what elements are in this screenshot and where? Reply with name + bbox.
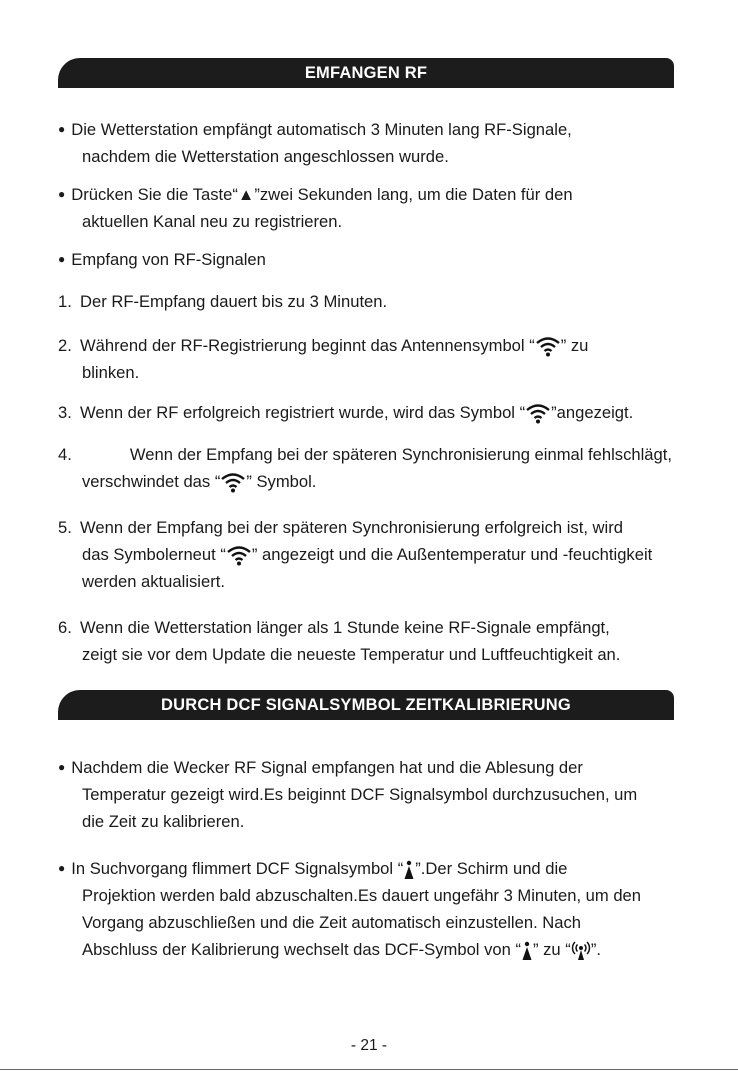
text-line: werden aktualisiert.	[82, 572, 225, 591]
text-line: Wenn die Wetterstation länger als 1 Stunde keine RF-Signale empfängt,	[80, 618, 610, 637]
text-line: ”.Der Schirm und die	[415, 859, 568, 878]
text-line: die Zeit zu kalibrieren.	[82, 812, 245, 831]
text-line: Temperatur gezeigt wird.Es beiginnt DCF Signalsymbol durchzusuchen, um	[82, 785, 638, 804]
bullet-icon: ●	[58, 187, 66, 201]
bullet-icon: ●	[58, 861, 66, 875]
dcf-bullet-search	[58, 754, 688, 835]
page-number: - 21 -	[350, 1037, 388, 1054]
bottom-rule	[0, 1069, 738, 1070]
rf-item-2	[58, 332, 688, 386]
rf-item-5	[58, 514, 688, 595]
text-line: verschwindet das “	[82, 472, 221, 491]
rf-item-6	[58, 614, 688, 668]
text-line: ”zwei Sekunden lang, um die Daten für den	[254, 185, 573, 204]
text-line: ” angezeigt und die Außentemperatur und -feuchtigkeit	[251, 545, 653, 564]
bullet-icon: ●	[58, 760, 66, 774]
bullet-icon: ●	[58, 122, 66, 136]
antenna-signal-icon	[535, 337, 561, 357]
text-line: Nachdem die Wecker RF Signal empfangen hat und die Ablesung der	[71, 758, 583, 777]
antenna-signal-icon	[525, 404, 551, 424]
item-number: 2.	[58, 336, 72, 355]
text-line: das Symbolerneut “	[82, 545, 226, 564]
text-line: Vorgang abzuschließen und die Zeit automatisch einzustellen. Nach	[82, 913, 582, 932]
text-line: Während der RF-Registrierung beginnt das Antennensymbol “	[80, 336, 535, 355]
text-line: ” zu “	[533, 940, 571, 959]
rf-item-1	[58, 288, 688, 315]
text-line: blinken.	[82, 363, 140, 382]
text-line: In Suchvorgang flimmert DCF Signalsymbol “	[71, 859, 404, 878]
section-header-dcf-calibration	[58, 690, 674, 720]
text-line: Wenn der Empfang bei der späteren Synchronisierung einmal fehlschlägt,	[129, 445, 672, 464]
rf-item-4	[58, 441, 688, 495]
text-line: ” zu	[560, 336, 589, 355]
rf-item-3	[58, 399, 688, 426]
section-header-emfangen-rf	[58, 58, 674, 88]
dcf-tower-icon	[403, 860, 415, 880]
text-line: nachdem die Wetterstation angeschlossen wurde.	[82, 147, 449, 166]
item-number: 1.	[58, 292, 72, 311]
section-title: DURCH DCF SIGNALSYMBOL ZEITKALIBRIERUNG	[161, 695, 571, 714]
antenna-signal-icon	[220, 473, 246, 493]
text-line: Empfang von RF-Signalen	[71, 250, 266, 269]
item-number: 4.	[58, 445, 72, 464]
text-line: Der RF-Empfang dauert bis zu 3 Minuten.	[80, 292, 388, 311]
rf-bullet-press-button	[58, 181, 688, 235]
text-line: Drücken Sie die Taste“	[71, 185, 238, 204]
rf-bullet-reception	[58, 246, 688, 273]
dcf-signal-received-icon	[571, 941, 591, 961]
text-line: ”.	[590, 940, 601, 959]
text-line: Projektion werden bald abzuschalten.Es dauert ungefähr 3 Minuten, um den	[82, 886, 642, 905]
dcf-bullet-flicker	[58, 855, 688, 963]
up-arrow-button-icon: ▲	[237, 185, 255, 204]
rf-bullet-auto-receive	[58, 116, 688, 170]
text-line: ”angezeigt.	[551, 403, 634, 422]
item-number: 5.	[58, 518, 72, 537]
text-line: aktuellen Kanal neu zu registrieren.	[82, 212, 343, 231]
text-line: Wenn der RF erfolgreich registriert wurde, wird das Symbol “	[80, 403, 526, 422]
text-line: Die Wetterstation empfängt automatisch 3 Minuten lang RF-Signale,	[71, 120, 572, 139]
bullet-icon: ●	[58, 252, 66, 266]
text-line: Wenn der Empfang bei der späteren Synchronisierung erfolgreich ist, wird	[80, 518, 623, 537]
antenna-signal-icon	[226, 546, 252, 566]
text-line: ” Symbol.	[246, 472, 317, 491]
section-title: EMFANGEN RF	[304, 63, 428, 82]
dcf-tower-icon	[521, 941, 533, 961]
text-line: Abschluss der Kalibrierung wechselt das DCF-Symbol von “	[82, 940, 521, 959]
text-line: zeigt sie vor dem Update die neueste Temperatur und Luftfeuchtigkeit an.	[82, 645, 621, 664]
item-number: 6.	[58, 618, 72, 637]
item-number: 3.	[58, 403, 72, 422]
